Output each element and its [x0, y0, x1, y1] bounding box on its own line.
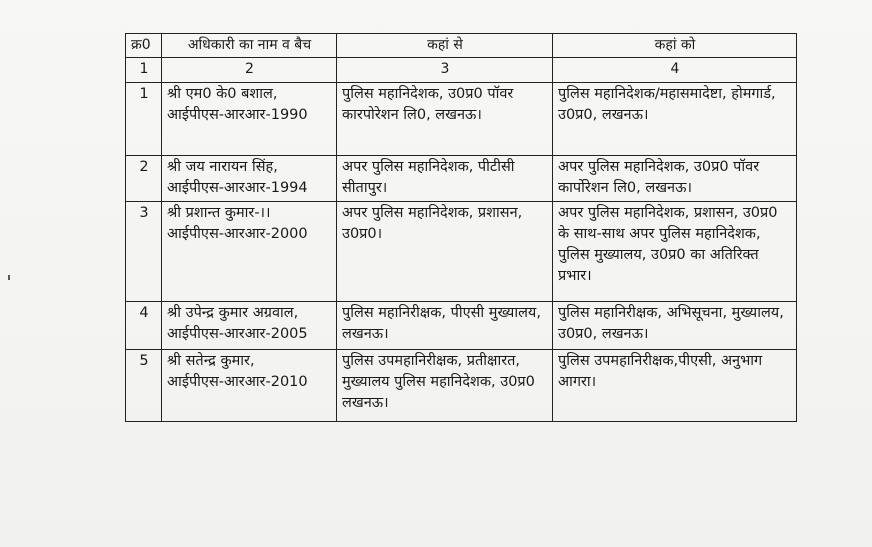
- officer-batch: आईपीएस-आरआर-2005: [167, 325, 308, 342]
- column-number: 2: [162, 58, 337, 82]
- officer-cell: [162, 201, 337, 301]
- transfer-table: [125, 33, 797, 422]
- officer-batch: आईपीएस-आरआर-1994: [167, 179, 308, 196]
- to-post: पुलिस उपमहानिरीक्षक,पीएसी, अनुभाग आगरा।: [553, 349, 797, 421]
- column-number: 4: [553, 58, 797, 82]
- margin-mark: [8, 275, 10, 280]
- from-post: पुलिस महानिरीक्षक, पीएसी मुख्यालय, लखनऊ।: [337, 301, 553, 349]
- from-post: अपर पुलिस महानिदेशक, प्रशासन, उ0प्र0।: [337, 201, 553, 301]
- serial-number: 1: [126, 82, 162, 155]
- from-post: अपर पुलिस महानिदेशक, पीटीसी सीतापुर।: [337, 155, 553, 201]
- officer-cell: [162, 349, 337, 421]
- to-post: अपर पुलिस महानिदेशक, उ0प्र0 पॉवर कार्पोरेशन लि0, लखनऊ।: [553, 155, 797, 201]
- officer-cell: [162, 82, 337, 155]
- serial-number: 5: [126, 349, 162, 421]
- serial-number: 3: [126, 201, 162, 301]
- column-number: 1: [126, 58, 162, 82]
- serial-number: 2: [126, 155, 162, 201]
- officer-batch: आईपीएस-आरआर-2000: [167, 225, 308, 242]
- to-post: पुलिस महानिदेशक/महासमादेष्टा, होमगार्ड, उ0प्र0, लखनऊ।: [553, 82, 797, 155]
- table-row: [126, 301, 797, 349]
- officer-name: श्री उपेन्द्र कुमार अग्रवाल,: [167, 304, 299, 321]
- table-row: [126, 82, 797, 155]
- table-row: [126, 349, 797, 421]
- officer-batch: आईपीएस-आरआर-2010: [167, 373, 308, 390]
- to-post: अपर पुलिस महानिदेशक, प्रशासन, उ0प्र0 के साथ-साथ अपर पुलिस महानिदेशक, पुलिस मुख्यालय, उ0प्र0 का अतिरिक्त प्रभार।: [553, 201, 797, 301]
- officer-name: श्री जय नारायन सिंह,: [167, 158, 278, 175]
- column-number: 3: [337, 58, 553, 82]
- officer-cell: [162, 155, 337, 201]
- header-from: कहां से: [337, 34, 553, 58]
- officer-batch: आईपीएस-आरआर-1990: [167, 106, 308, 123]
- officer-name: श्री एम0 के0 बशाल,: [167, 85, 278, 102]
- header-sn: क्र0: [126, 34, 162, 58]
- header-name: अधिकारी का नाम व बैच: [162, 34, 337, 58]
- header-row: [126, 34, 797, 58]
- table-row: [126, 155, 797, 201]
- officer-name: श्री सतेन्द्र कुमार,: [167, 352, 255, 369]
- from-post: पुलिस उपमहानिरीक्षक, प्रतीक्षारत, मुख्यालय पुलिस महानिदेशक, उ0प्र0 लखनऊ।: [337, 349, 553, 421]
- to-post: पुलिस महानिरीक्षक, अभिसूचना, मुख्यालय, उ0प्र0, लखनऊ।: [553, 301, 797, 349]
- officer-name: श्री प्रशान्त कुमार-।।: [167, 204, 271, 221]
- officer-cell: [162, 301, 337, 349]
- serial-number: 4: [126, 301, 162, 349]
- table-row: [126, 201, 797, 301]
- header-to: कहां को: [553, 34, 797, 58]
- column-number-row: [126, 58, 797, 82]
- from-post: पुलिस महानिदेशक, उ0प्र0 पॉवर कारपोरेशन लि0, लखनऊ।: [337, 82, 553, 155]
